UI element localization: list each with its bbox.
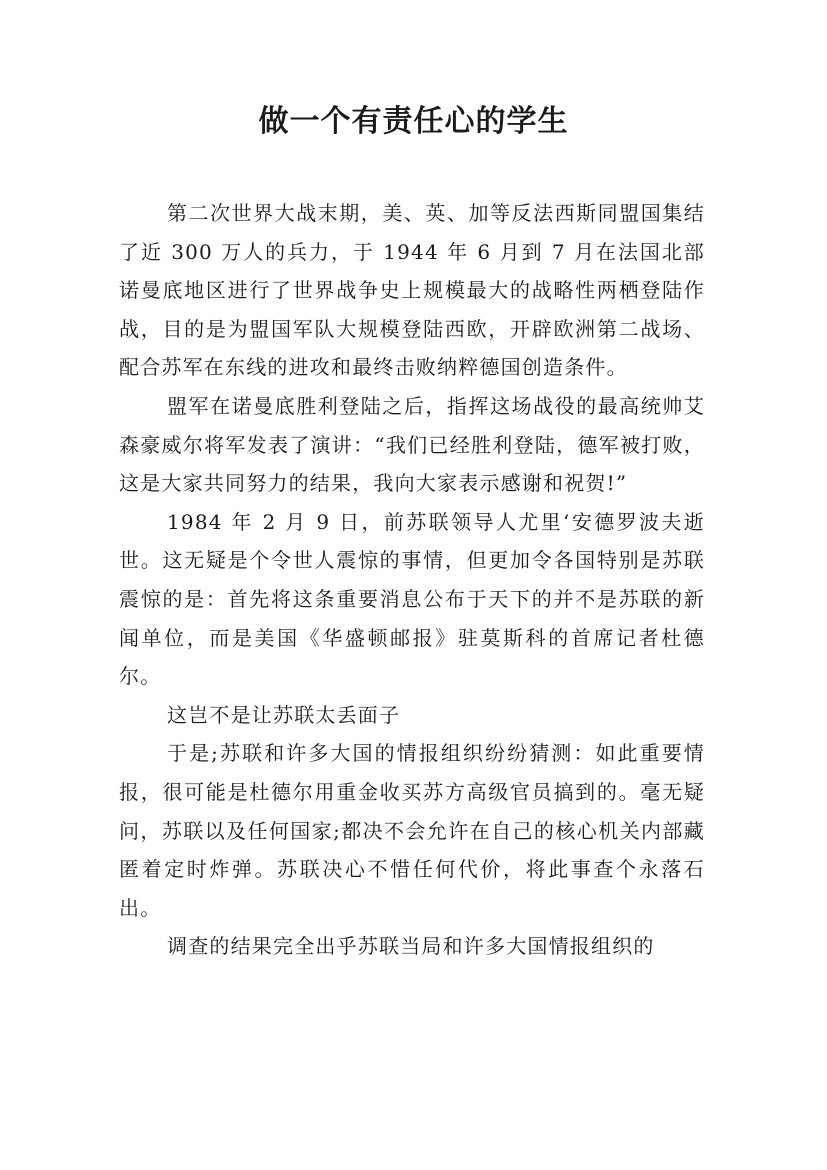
document-body — [119, 194, 705, 966]
paragraph: 1984 年 2 月 9 日，前苏联领导人尤里‘安德罗波夫逝世。这无疑是个令世人震惊的事情，但更加令各国特别是苏联震惊的是：首先将这条重要消息公布于天下的并不是苏联的新闻单位，而是美国《华盛顿邮报》驻莫斯科的首席记者杜德尔。 — [119, 509, 705, 689]
paragraph: 于是;苏联和许多大国的情报组织纷纷猜测：如此重要情报，很可能是杜德尔用重金收买苏方高级官员搞到的。毫无疑问，苏联以及任何国家;都决不会允许在自己的核心机关内部藏匿着定时炸弹。苏联决心不惜任何代价，将此事查个永落石出。 — [119, 741, 705, 920]
paragraph: 调查的结果完全出乎苏联当局和许多大国情报组织的 — [167, 934, 655, 959]
paragraph: 这岂不是让苏联太丢面子 — [167, 702, 401, 727]
document-title: 做一个有责任心的学生 — [258, 104, 569, 139]
paragraph: 第二次世界大战末期，美、英、加等反法西斯同盟国集结了近 300 万人的兵力，于 1944 年 6 月到 7 月在法国北部诺曼底地区进行了世界战争史上规模最大的战略性两栖登陆作战，目的是为盟国军队大规模登陆西欧，开辟欧洲第二战场、 配合苏军在东线的进攻和最终击败纳粹德国创造条件。 — [119, 201, 705, 380]
paragraph: 盟军在诺曼底胜利登陆之后，指挥这场战役的最高统帅艾森豪威尔将军发表了演讲：“我们已经胜利登陆，德军被打败，这是大家共同努力的结果，我向大家表示感谢和祝贺!” — [119, 393, 705, 496]
